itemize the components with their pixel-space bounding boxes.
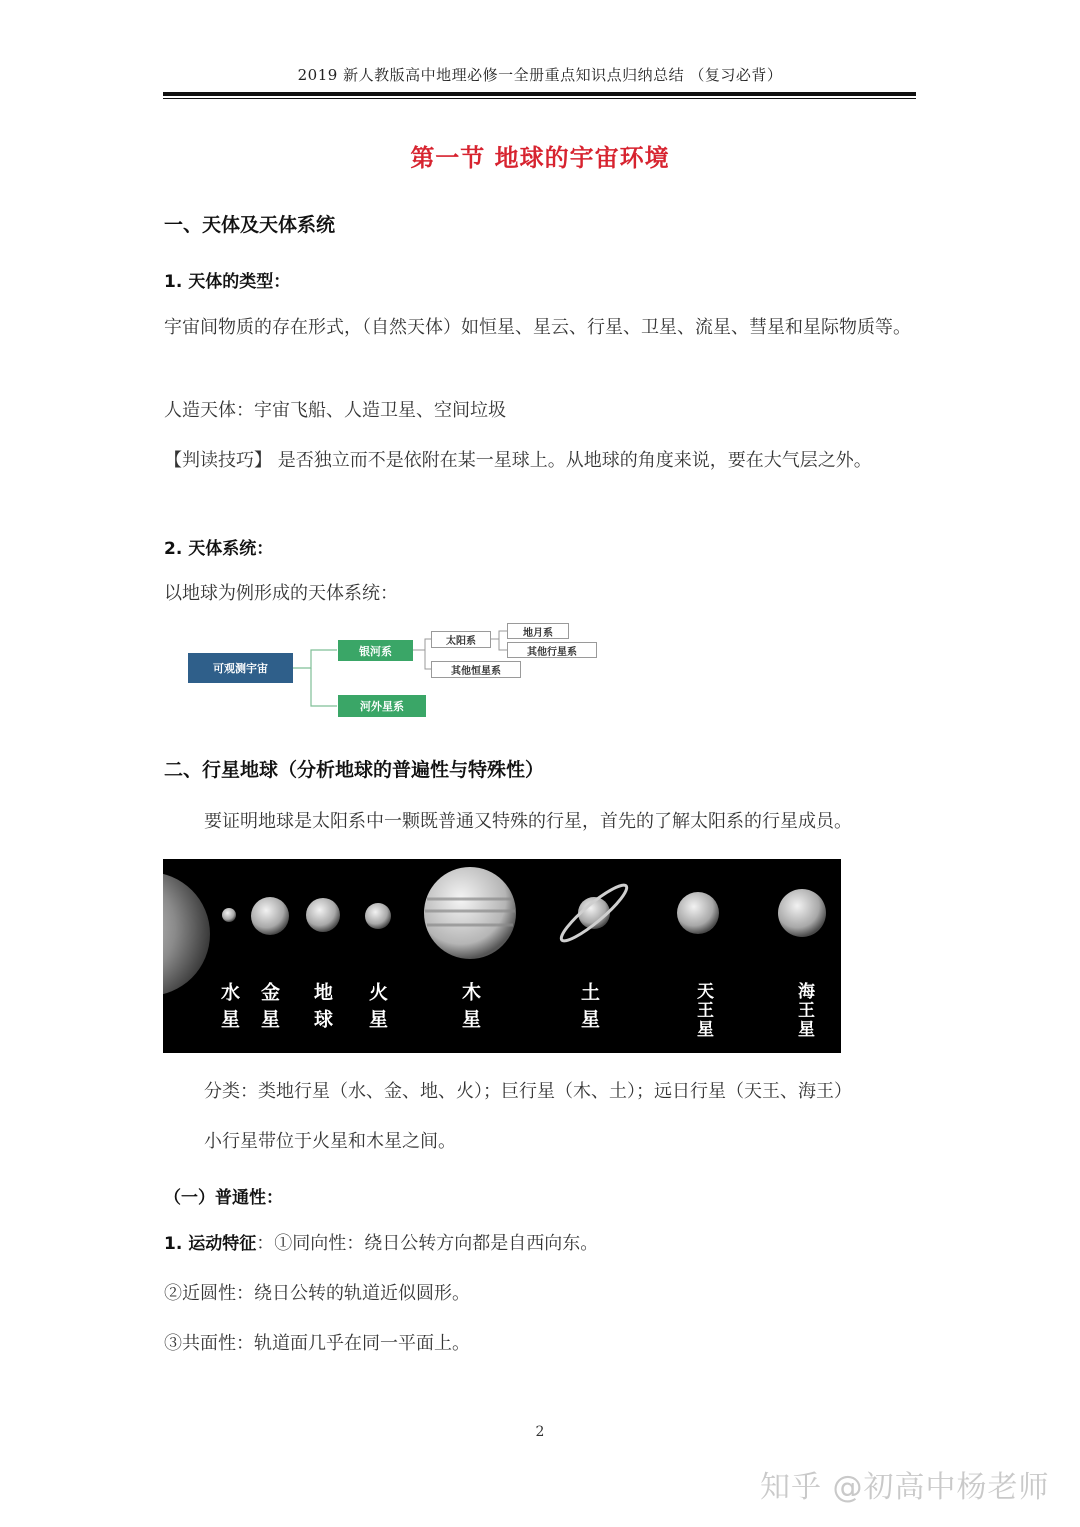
sub1-para3: 【判读技巧】 是否独立而不是依附在某一星球上。从地球的角度来说，要在大气层之外。	[164, 450, 872, 471]
motion-feature-line	[164, 1228, 924, 1260]
section2-intro: 要证明地球是太阳系中一颗既普通又特殊的行星，首先的了解太阳系的行星成员。	[204, 811, 852, 832]
page-number: 2	[535, 1424, 545, 1440]
motion-feature-label: 1. 运动特征	[164, 1234, 257, 1254]
planet-label-mercury: 水星	[218, 982, 240, 1036]
venus-shape	[251, 897, 289, 935]
asteroid-belt-note: 小行星带位于火星和木星之间。	[204, 1131, 456, 1152]
earth-shape	[306, 898, 340, 932]
near-circular-line: ②近圆性：绕日公转的轨道近似圆形。	[164, 1283, 470, 1304]
neptune-shape	[778, 889, 826, 937]
header-rule-thin	[163, 98, 916, 99]
jupiter-shape	[424, 867, 516, 959]
planet-label-venus: 金星	[258, 982, 280, 1036]
header-rule-thick	[163, 92, 916, 96]
sun-shape	[163, 872, 210, 996]
diagram-extragalactic: 河外星系	[338, 695, 426, 717]
solar-system-planets-image	[163, 859, 841, 1053]
planet-label-earth: 地球	[311, 982, 333, 1036]
saturn-shape	[556, 879, 632, 947]
planet-label-jupiter: 木星	[459, 982, 481, 1036]
sub2-para1: 以地球为例形成的天体系统：	[164, 583, 398, 604]
page-header: 2019 新人教版高中地理必修一全册重点知识点归纳总结 （复习必背）	[297, 66, 783, 84]
planet-label-saturn: 土星	[578, 982, 600, 1036]
diagram-solar-system: 太阳系	[431, 631, 491, 648]
zhihu-watermark: 知乎 @初高中杨老师	[760, 1470, 1050, 1505]
planet-label-uranus: 天王星	[693, 982, 713, 1039]
diagram-other-stars: 其他恒星系	[431, 661, 521, 678]
celestial-system-diagram	[185, 618, 605, 723]
chapter-title: 第一节 地球的宇宙环境	[410, 144, 670, 172]
sub1-para2: 人造天体：宇宙飞船、人造卫星、空间垃圾	[164, 400, 506, 421]
section1-heading: 一、天体及天体系统	[164, 214, 336, 236]
diagram-galaxy: 银河系	[338, 640, 413, 661]
diagram-other-planets: 其他行星系	[507, 642, 597, 658]
diagram-root-observable-universe: 可观测宇宙	[188, 653, 293, 683]
sub2-heading: 2. 天体系统：	[164, 539, 274, 559]
mars-shape	[365, 903, 391, 929]
coplanar-line: ③共面性：轨道面几乎在同一平面上。	[164, 1333, 470, 1354]
diagram-earth-moon: 地月系	[507, 623, 569, 639]
section2-heading: 二、行星地球（分析地球的普遍性与特殊性）	[164, 759, 545, 781]
sub1-para1: 宇宙间物质的存在形式，（自然天体）如恒星、星云、行星、卫星、流星、彗星和星际物质等。	[164, 317, 911, 338]
planet-label-neptune: 海王星	[794, 982, 814, 1039]
motion-feature-text: ：①同向性：绕日公转方向都是自西向东。	[256, 1233, 599, 1254]
planet-label-mars: 火星	[366, 982, 388, 1036]
commonality-heading: （一）普通性：	[164, 1188, 283, 1208]
uranus-shape	[677, 892, 719, 934]
mercury-shape	[222, 908, 236, 922]
planet-classification: 分类：类地行星（水、金、地、火）；巨行星（木、土）；远日行星（天王、海王）	[204, 1081, 852, 1102]
sub1-heading: 1. 天体的类型：	[164, 272, 291, 292]
